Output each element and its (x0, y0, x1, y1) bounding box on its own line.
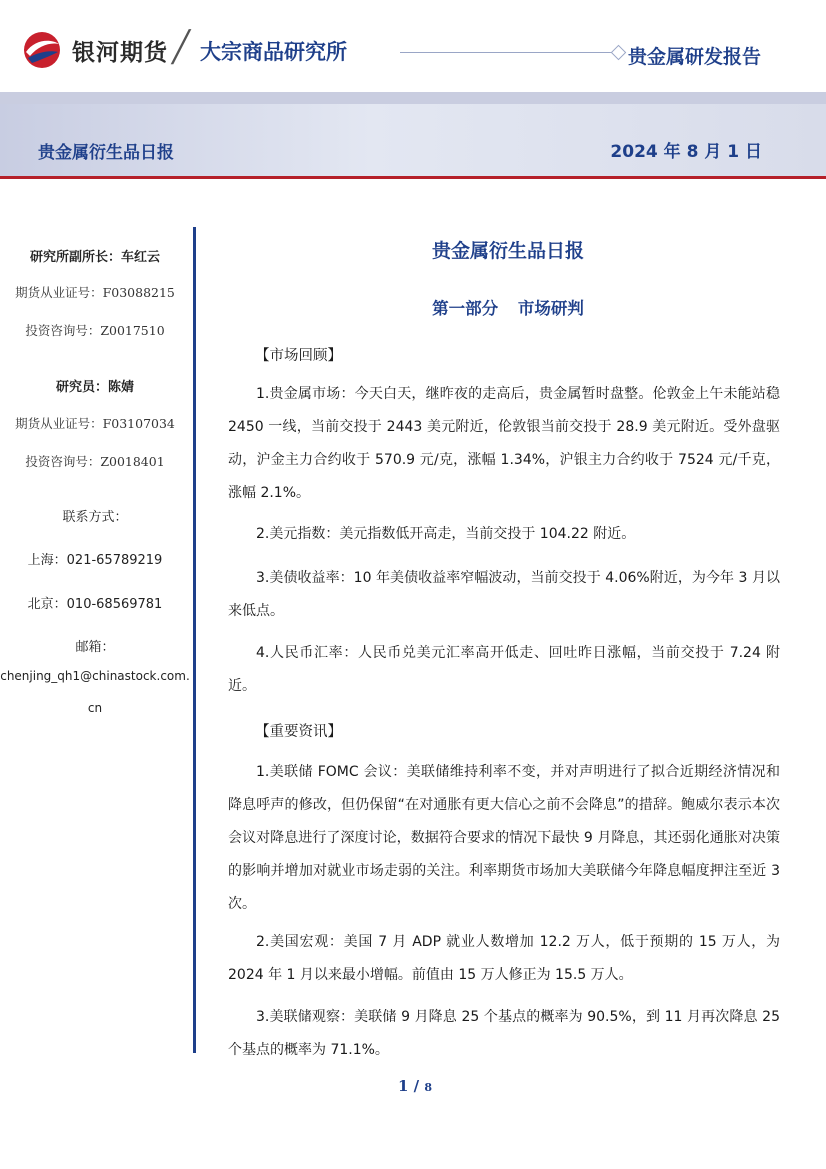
news-paragraph: 1.美联储 FOMC 会议：美联储维持利率不变，并对声明进行了拟合近期经济情况和降息呼声的修改，但仍保留“在对通胀有更大信心之前不会降息”的措辞。鲍威尔表示本次会议对降息进行了深度讨论，数据符合要求的情况下最快 9 月降息，其还弱化通胀对决策的影响并增加对就业市场走弱的关注。利率期货市场加大美联储今年降息幅度押注至近 3 次。 (228, 764, 780, 912)
beijing-phone: 北京：010-68569781 (27, 597, 163, 612)
shanghai-phone: 上海：021-65789219 (27, 553, 163, 568)
section-key-news: 【重要资讯】 (255, 724, 342, 740)
review-paragraph: 3.美债收益率：10 年美债收益率窄幅波动，当前交投于 4.06%附近，为今年 3 月以来低点。 (228, 570, 780, 619)
contact-label: 联系方式： (62, 510, 128, 525)
galaxy-logo-icon (22, 30, 62, 70)
director-label: 研究所副所长：车红云 (29, 250, 160, 265)
report-type: 贵金属研发报告 (628, 46, 762, 68)
header-stripe (0, 92, 826, 104)
band-title: 贵金属衍生品日报 (38, 143, 174, 163)
current-page: 1 (398, 1077, 409, 1095)
page-number (398, 1077, 432, 1095)
researcher-consult: 投资咨询号：Z0018401 (25, 454, 165, 469)
review-paragraph: 1.贵金属市场：今天白天，继昨夜的走高后，贵金属暂时盘整。伦敦金上午未能站稳 2450 一线，当前交投于 2443 美元附近，伦敦银当前交投于 28.9 美元附近。受外盘驱动，沪金主力合约收于 570.9 元/克，涨幅 1.34%，沪银主力合约收于 7524 元/千克，涨幅 2.1%。 (228, 386, 780, 501)
section-market-review: 【市场回顾】 (255, 348, 342, 364)
review-paragraph: 4.人民币汇率：人民币兑美元汇率高开低走、回吐昨日涨幅，当前交投于 7.24 附近。 (228, 645, 780, 694)
director-license: 期货从业证号：F03088215 (15, 285, 175, 300)
header-rule (400, 52, 615, 53)
brand-name: 银河期货 (72, 40, 168, 66)
page-separator: / (408, 1077, 425, 1095)
director-consult: 投资咨询号：Z0017510 (25, 323, 165, 338)
review-paragraph: 2.美元指数：美元指数低开高走，当前交投于 104.22 附近。 (256, 526, 636, 542)
institute-name: 大宗商品研究所 (200, 40, 347, 64)
email-label: 邮箱： (75, 640, 115, 655)
email-address-line2: cn (87, 701, 103, 715)
total-pages: 8 (424, 1081, 433, 1094)
page-header (0, 0, 826, 100)
news-paragraph: 3.美联储观察：美联储 9 月降息 25 个基点的概率为 90.5%，到 11 月再次降息 25 个基点的概率为 71.1%。 (228, 1009, 780, 1058)
researcher-label: 研究员：陈婧 (55, 380, 134, 395)
document-title: 贵金属衍生品日报 (431, 240, 584, 262)
part-heading: 第一部分 市场研判 (432, 299, 584, 318)
sidebar-divider (193, 227, 196, 1053)
report-date: 2024 年 8 月 1 日 (610, 142, 762, 162)
header-diamond-icon (611, 45, 627, 61)
title-band (0, 104, 826, 179)
email-address-line1: chenjing_qh1@chinastock.com. (0, 669, 190, 683)
header-divider: ╱ (172, 30, 191, 65)
researcher-license: 期货从业证号：F03107034 (15, 416, 175, 431)
news-paragraph: 2.美国宏观：美国 7 月 ADP 就业人数增加 12.2 万人，低于预期的 15 万人，为 2024 年 1 月以来最小增幅。前值由 15 万人修正为 15.5 万人。 (228, 934, 780, 983)
